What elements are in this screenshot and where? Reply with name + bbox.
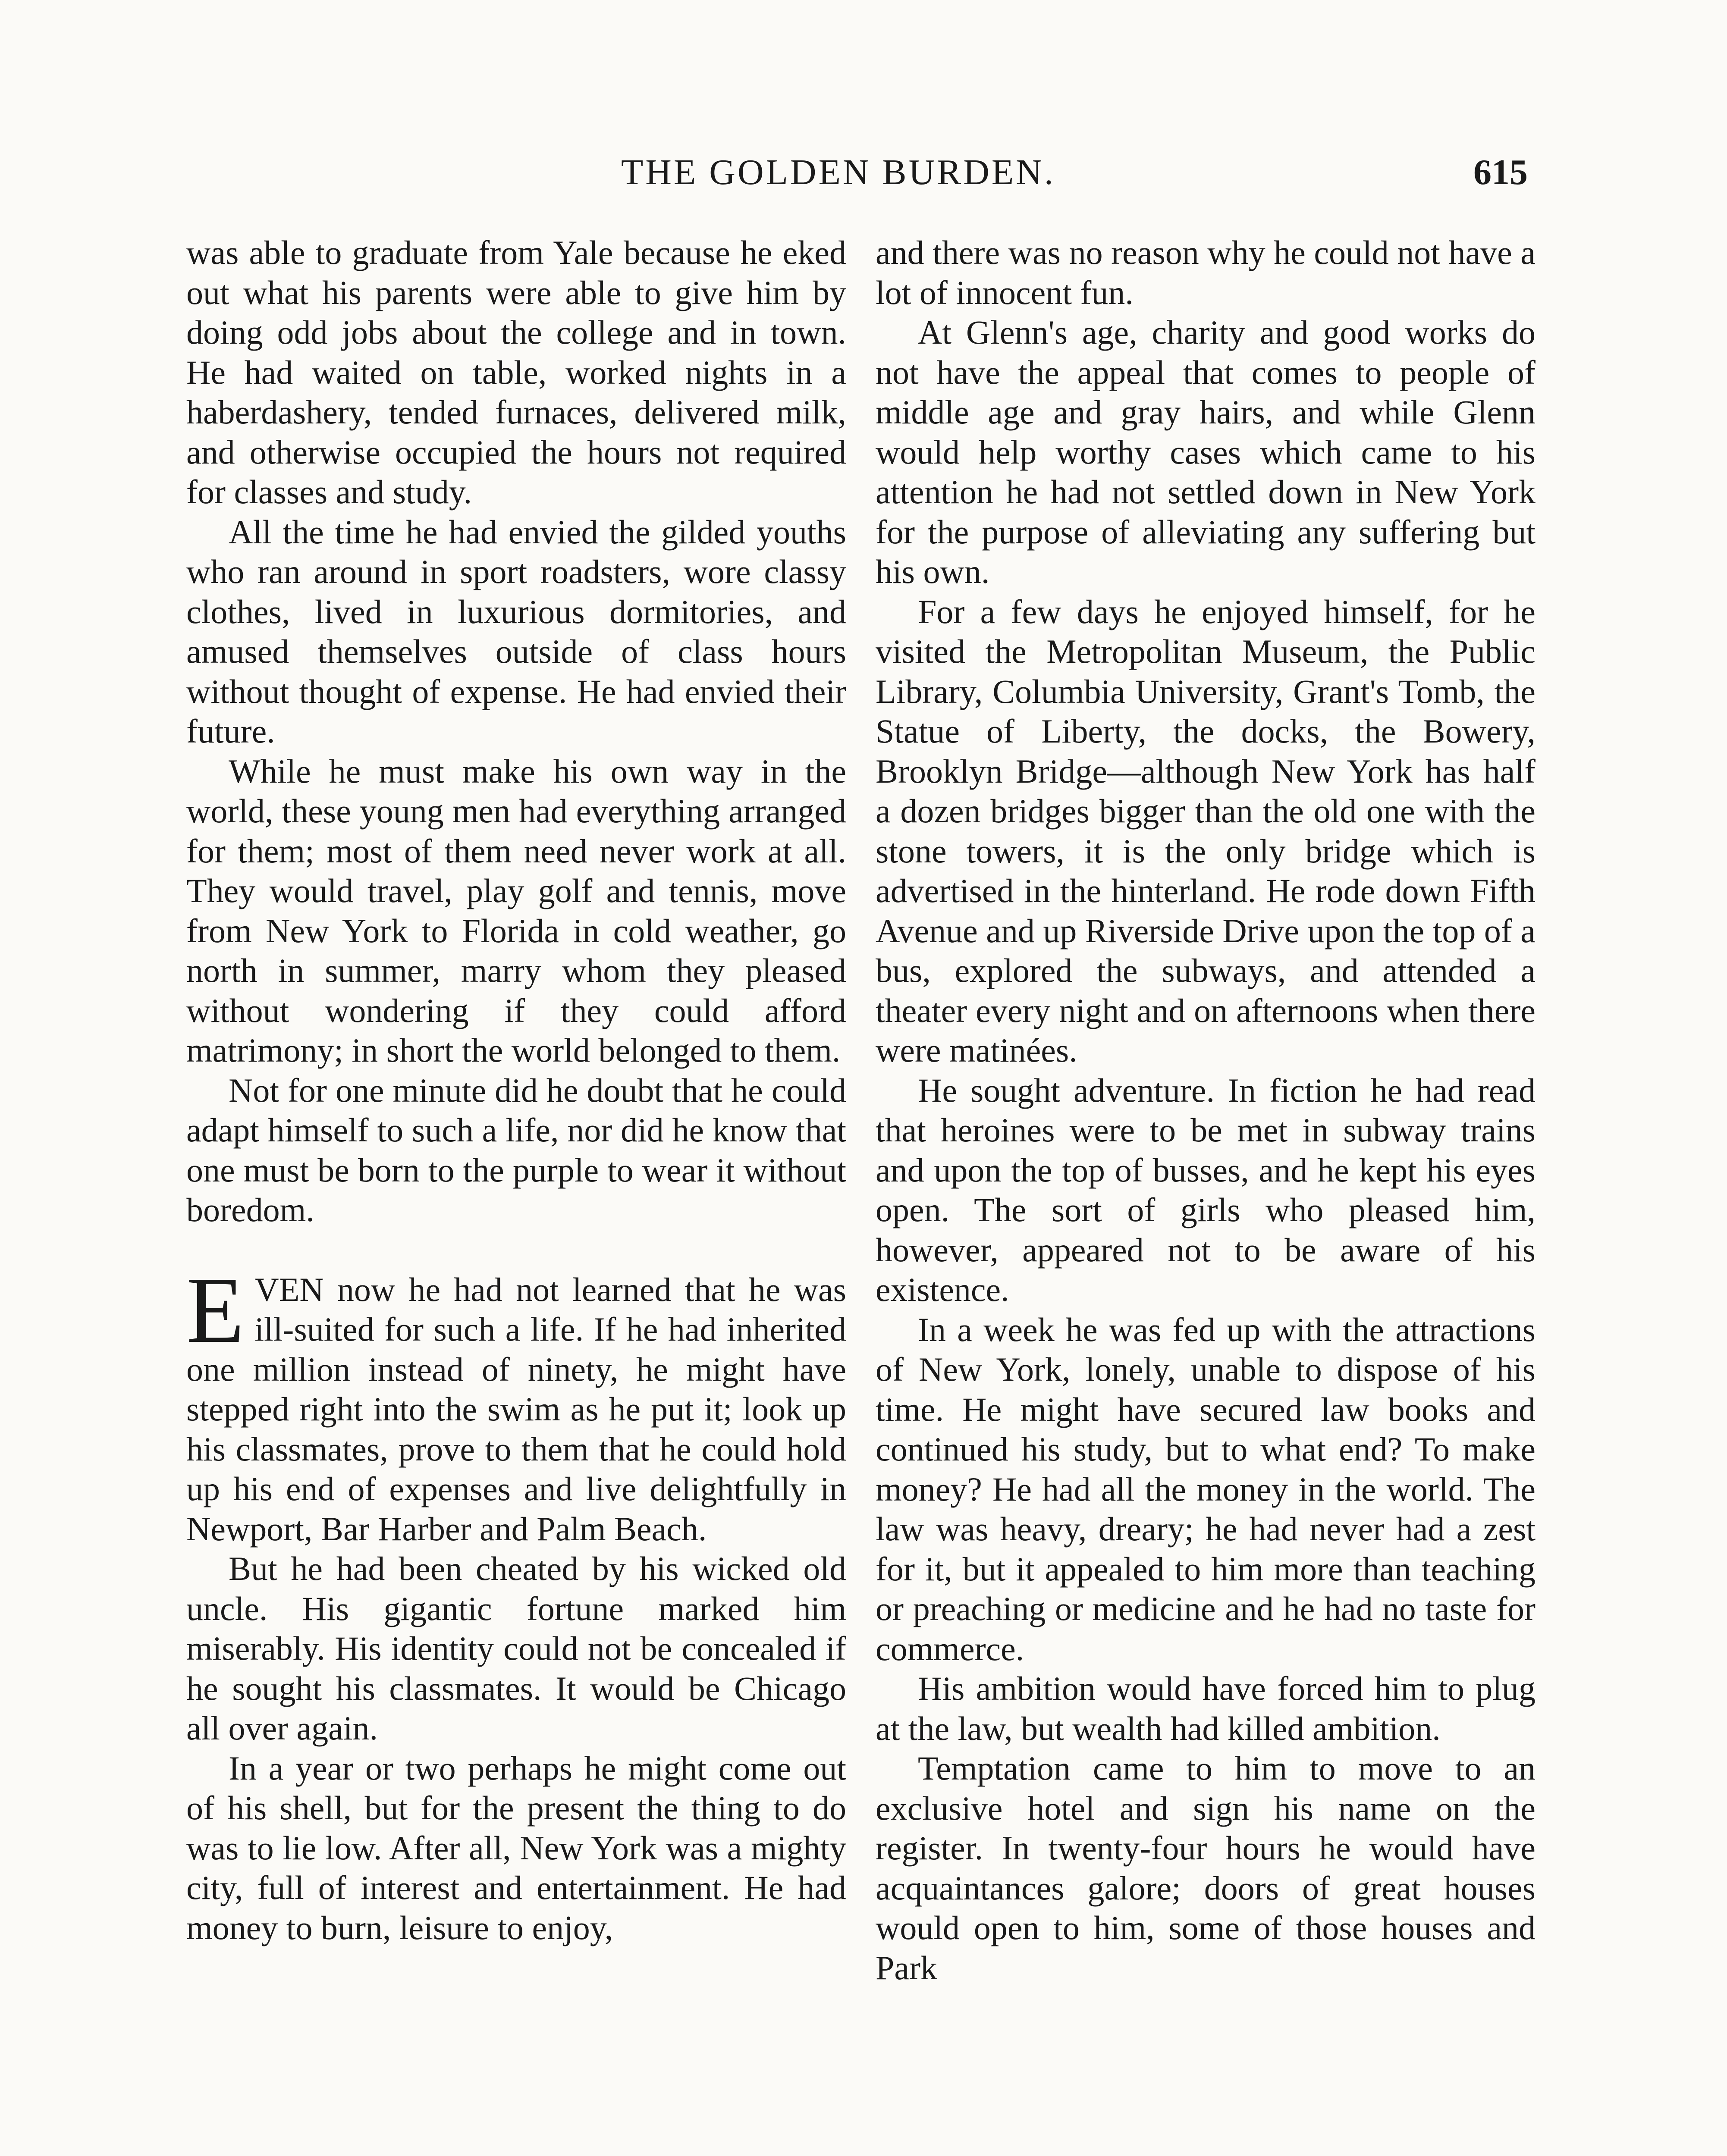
paragraph: and there was no reason why he could not have a lot of innocent fun. (876, 234, 1535, 311)
left-column (186, 233, 846, 1948)
paragraph: At Glenn's age, charity and good works do not have the appeal that comes to people of middle age and gray hairs, and while Glenn would help worthy cases which came to his attention he had not settled down in New York for the purpose of alleviating any suffering but his own. (876, 313, 1535, 590)
section-break (186, 1230, 846, 1270)
running-title: THE GOLDEN BURDEN. (621, 152, 1055, 192)
paragraph-text: VEN now he had not learned that he was ill-suited for such a life. If he had inherited one million instead of ninety, he might have stepped right into the swim as he put it; look up his classmates, prove to them that he could hold up his end of expenses and live delightfully in Newport, Bar Harber and Palm Beach. (186, 1270, 846, 1548)
paragraph: He sought adventure. In fiction he had read that heroines were to be met in subway trains and upon the top of busses, and he kept his eyes open. The sort of girls who pleased him, however, appeared not to be aware of his existence. (876, 1071, 1535, 1308)
paragraph: Temptation came to him to move to an exclusive hotel and sign his name on the register. In twenty-four hours he would have acquaintances galore; doors of great houses would open to him, some of those houses and Park (876, 1749, 1535, 1987)
paragraph: But he had been cheated by his wicked old uncle. His gigantic fortune marked him miserably. His identity could not be concealed if he sought his classmates. It would be Chicago all over again. (186, 1550, 846, 1747)
drop-cap: E (186, 1257, 245, 1363)
paragraph: All the time he had envied the gilded youths who ran around in sport roadsters, wore classy clothes, lived in luxurious dormitories, and amused themselves outside of class hours without thought of expense. He had envied their future. (186, 513, 846, 750)
paragraph: While he must make his own way in the world, these young men had everything arranged for them; most of them need never work at all. They would travel, play golf and tennis, move from New York to Florida in cold weather, go north in summer, marry whom they pleased without wondering if they could afford matrimony; in short the world belonged to them. (186, 752, 846, 1069)
paragraph: In a week he was fed up with the attractions of New York, lonely, unable to dispose of his time. He might have secured law books and continued his study, but to what end? To make money? He had all the money in the world. The law was heavy, dreary; he had never had a zest for it, but it appealed to him more than teaching or preaching or medicine and he had no taste for commerce. (876, 1310, 1535, 1667)
paragraph: was able to graduate from Yale because he eked out what his parents were able to give him by doing odd jobs about the college and in town. He had waited on table, worked nights in a haberdashery, tended furnaces, delivered milk, and otherwise occupied the hours not required for classes and study. (186, 234, 846, 511)
page-number: 615 (1473, 152, 1528, 192)
paragraph: His ambition would have forced him to plug at the law, but wealth had killed ambition. (876, 1670, 1535, 1747)
paragraph: For a few days he enjoyed himself, for he visited the Metropolitan Museum, the Public Library, Columbia University, Grant's Tomb, the Statue of Liberty, the docks, the Bowery, Brooklyn Bridge—although New York has half a dozen bridges bigger than the old one with the stone towers, it is the only bridge which is advertised in the hinterland. He rode down Fifth Avenue and up Riverside Drive upon the top of a bus, explored the subways, and attended a theater every night and on afternoons when there were matinées. (876, 592, 1535, 1069)
right-column (876, 233, 1535, 1988)
running-head (0, 151, 1727, 203)
paragraph: Not for one minute did he doubt that he could adapt himself to such a life, nor did he know that one must be born to the purple to wear it without boredom. (186, 1071, 846, 1228)
dropcap-paragraph (186, 1257, 846, 1549)
paragraph: In a year or two perhaps he might come out of his shell, but for the present the thing to do was to lie low. After all, New York was a mighty city, full of interest and entertainment. He had money to burn, leisure to enjoy, (186, 1749, 846, 1946)
